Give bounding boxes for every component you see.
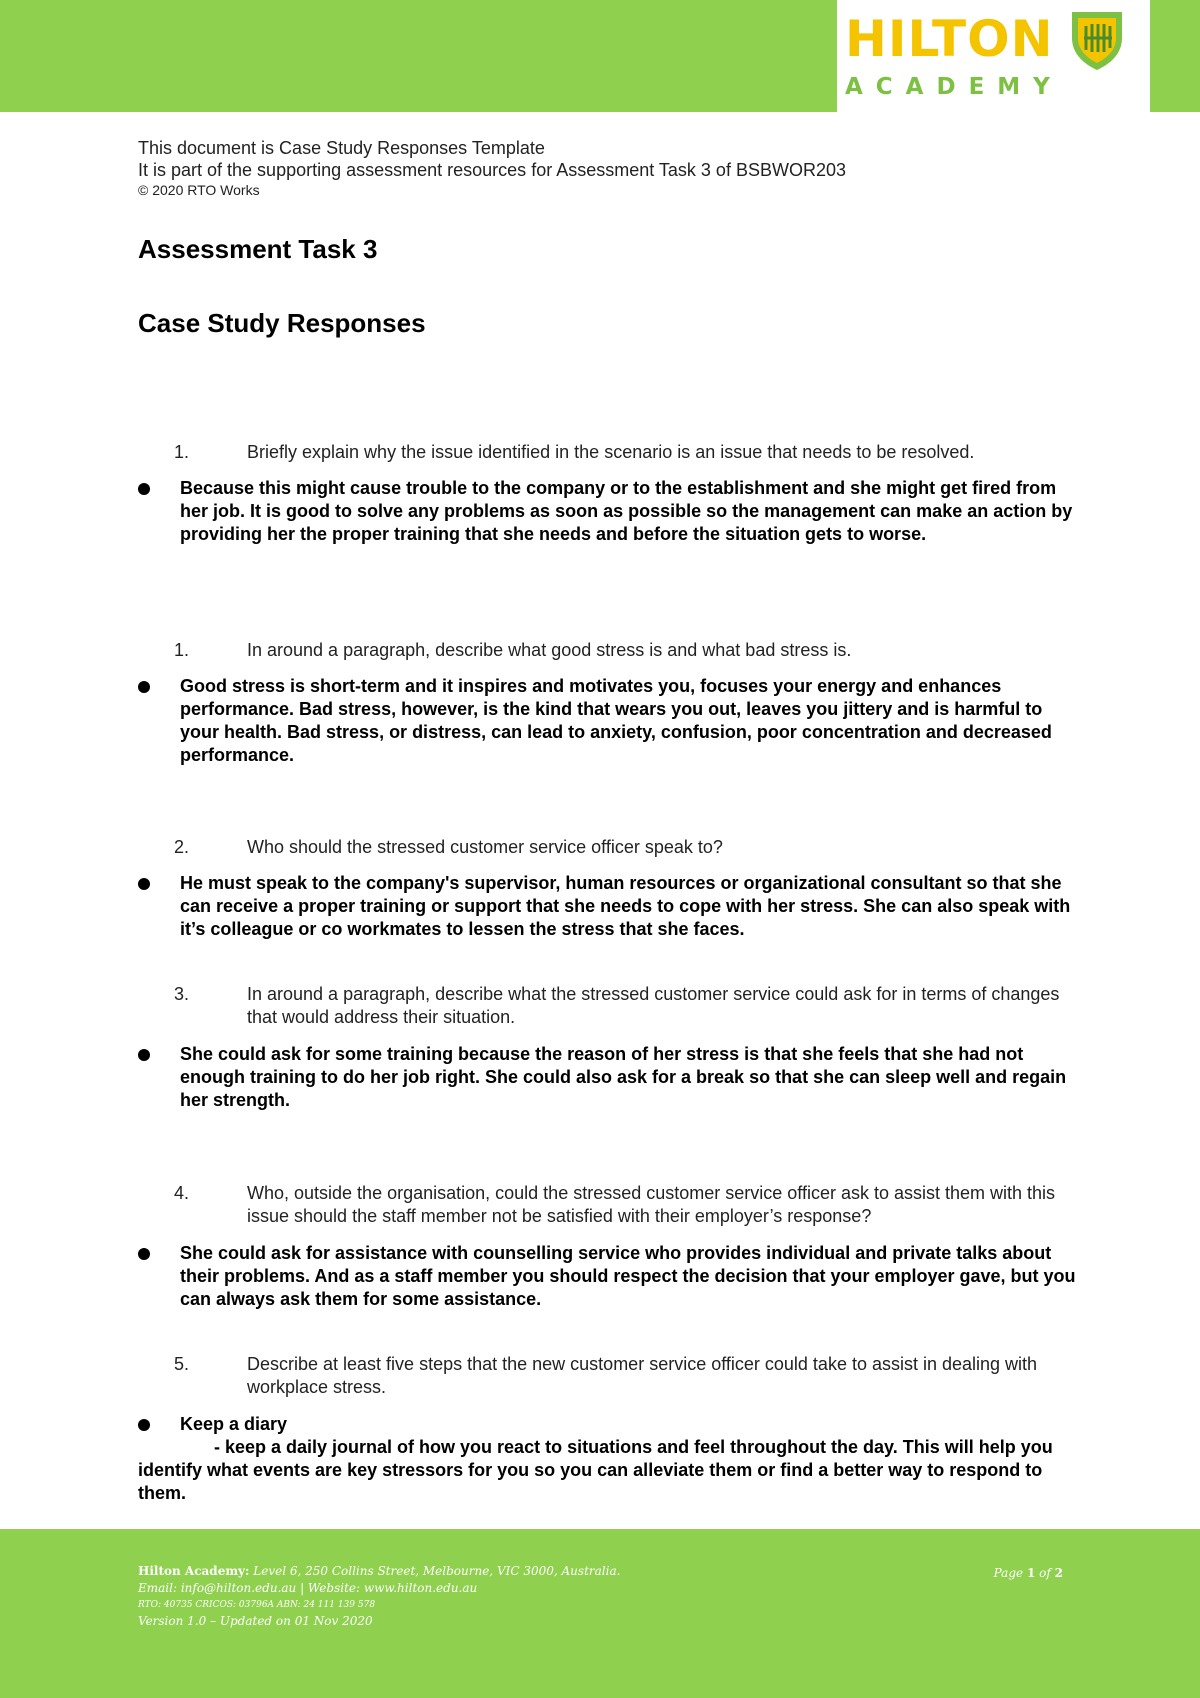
bullet-icon bbox=[138, 1419, 150, 1431]
answer-text: Good stress is short-term and it inspires and motivates you, focuses your energy and enhances performance. Bad stress, however, is the kind that wears you out, leaves you jittery and is harmful to your health. Bad stress, or distress, can lead to anxiety, confusion, poor concentration and decreased performance. bbox=[180, 676, 1052, 765]
answer-text: She could ask for assistance with counselling service who provides individual and private talks about their problems. And as a staff member you should respect the decision that your employer gave, but you can always ask them for some assistance. bbox=[180, 1243, 1076, 1309]
footer-info bbox=[138, 1563, 620, 1630]
answer-text bbox=[138, 1436, 1088, 1505]
bullet-icon bbox=[138, 1049, 150, 1061]
page-label: Page bbox=[993, 1566, 1024, 1580]
shield-icon bbox=[1068, 8, 1126, 72]
footer-version: Version 1.0 – Updated on 01 Nov 2020 bbox=[138, 1614, 373, 1628]
bullet-icon bbox=[138, 878, 150, 890]
page-of: of bbox=[1039, 1566, 1051, 1580]
intro-line-2: It is part of the supporting assessment resources for Assessment Task 3 of BSBWOR203 bbox=[138, 160, 846, 180]
question-item bbox=[174, 1353, 1094, 1399]
bullet-icon bbox=[138, 1248, 150, 1260]
question-item bbox=[174, 836, 1094, 859]
question-text: In around a paragraph, describe what good stress is and what bad stress is. bbox=[247, 640, 852, 660]
document-intro bbox=[138, 137, 846, 199]
question-text: Describe at least five steps that the new customer service officer could take to assist in dealing with workplace stress. bbox=[247, 1354, 1038, 1397]
page-total: 2 bbox=[1054, 1566, 1063, 1580]
page-current: 1 bbox=[1026, 1566, 1036, 1580]
answer-text: She could ask for some training because the reason of her stress is that she feels that she had not enough training to do her job right. She could also ask for a break so that she can sleep well and regain her strength. bbox=[180, 1044, 1067, 1110]
question-text: Briefly explain why the issue identified in the scenario is an issue that needs to be resolved. bbox=[247, 442, 975, 462]
question-item bbox=[174, 1182, 1094, 1228]
question-text: Who, outside the organisation, could the stressed customer service officer ask to assist them with this issue should the staff member not be satisfied with their employer’s response? bbox=[247, 1183, 1056, 1226]
question-number: 4. bbox=[174, 1183, 190, 1203]
copyright-line: © 2020 RTO Works bbox=[138, 182, 260, 198]
logo-subtitle: ACADEMY bbox=[845, 74, 1063, 100]
question-item bbox=[174, 983, 1094, 1029]
answer-title: Keep a diary bbox=[180, 1414, 288, 1434]
question-text: Who should the stressed customer service officer speak to? bbox=[247, 837, 723, 857]
question-number: 3. bbox=[174, 984, 190, 1004]
answer-text: He must speak to the company's supervisor, human resources or organizational consultant so that she can receive a proper training or support that she needs to cope with her stress. She can also speak with it’s colleague or co workmates to lessen the stress that she faces. bbox=[180, 873, 1071, 939]
page-title: Assessment Task 3 bbox=[138, 234, 378, 264]
answer-text: Because this might cause trouble to the company or to the establishment and she might get fired from her job. It is good to solve any problems as soon as possible so the management can make an action by providing her the proper training that she needs and before the situation gets to worse. bbox=[180, 478, 1073, 544]
footer-contact: Email: info@hilton.edu.au | Website: www.hilton.edu.au bbox=[138, 1581, 478, 1595]
logo-wordmark: HILTON bbox=[845, 10, 1054, 68]
question-item bbox=[174, 639, 1094, 662]
question-item bbox=[174, 441, 1094, 464]
question-number: 2. bbox=[174, 837, 190, 857]
section-title: Case Study Responses bbox=[138, 308, 426, 338]
page-number bbox=[994, 1566, 1063, 1580]
question-number: 5. bbox=[174, 1354, 190, 1374]
bullet-icon bbox=[138, 681, 150, 693]
question-number: 1. bbox=[174, 442, 190, 462]
answer-body: - keep a daily journal of how you react to situations and feel throughout the day. This will help you identify what events are key stressors for you so you can alleviate them or find a better way to respond to them. bbox=[138, 1437, 1053, 1503]
footer-registration: RTO: 40735 CRICOS: 03796A ABN: 24 111 139 578 bbox=[138, 1600, 376, 1610]
question-text: In around a paragraph, describe what the stressed customer service could ask for in terms of changes that would address their situation. bbox=[247, 984, 1060, 1027]
bullet-icon bbox=[138, 483, 150, 495]
footer-address: Level 6, 250 Collins Street, Melbourne, VIC 3000, Australia. bbox=[253, 1564, 621, 1578]
footer-org: Hilton Academy: bbox=[138, 1564, 250, 1578]
intro-line-1: This document is Case Study Responses Template bbox=[138, 138, 545, 158]
question-number: 1. bbox=[174, 640, 190, 660]
